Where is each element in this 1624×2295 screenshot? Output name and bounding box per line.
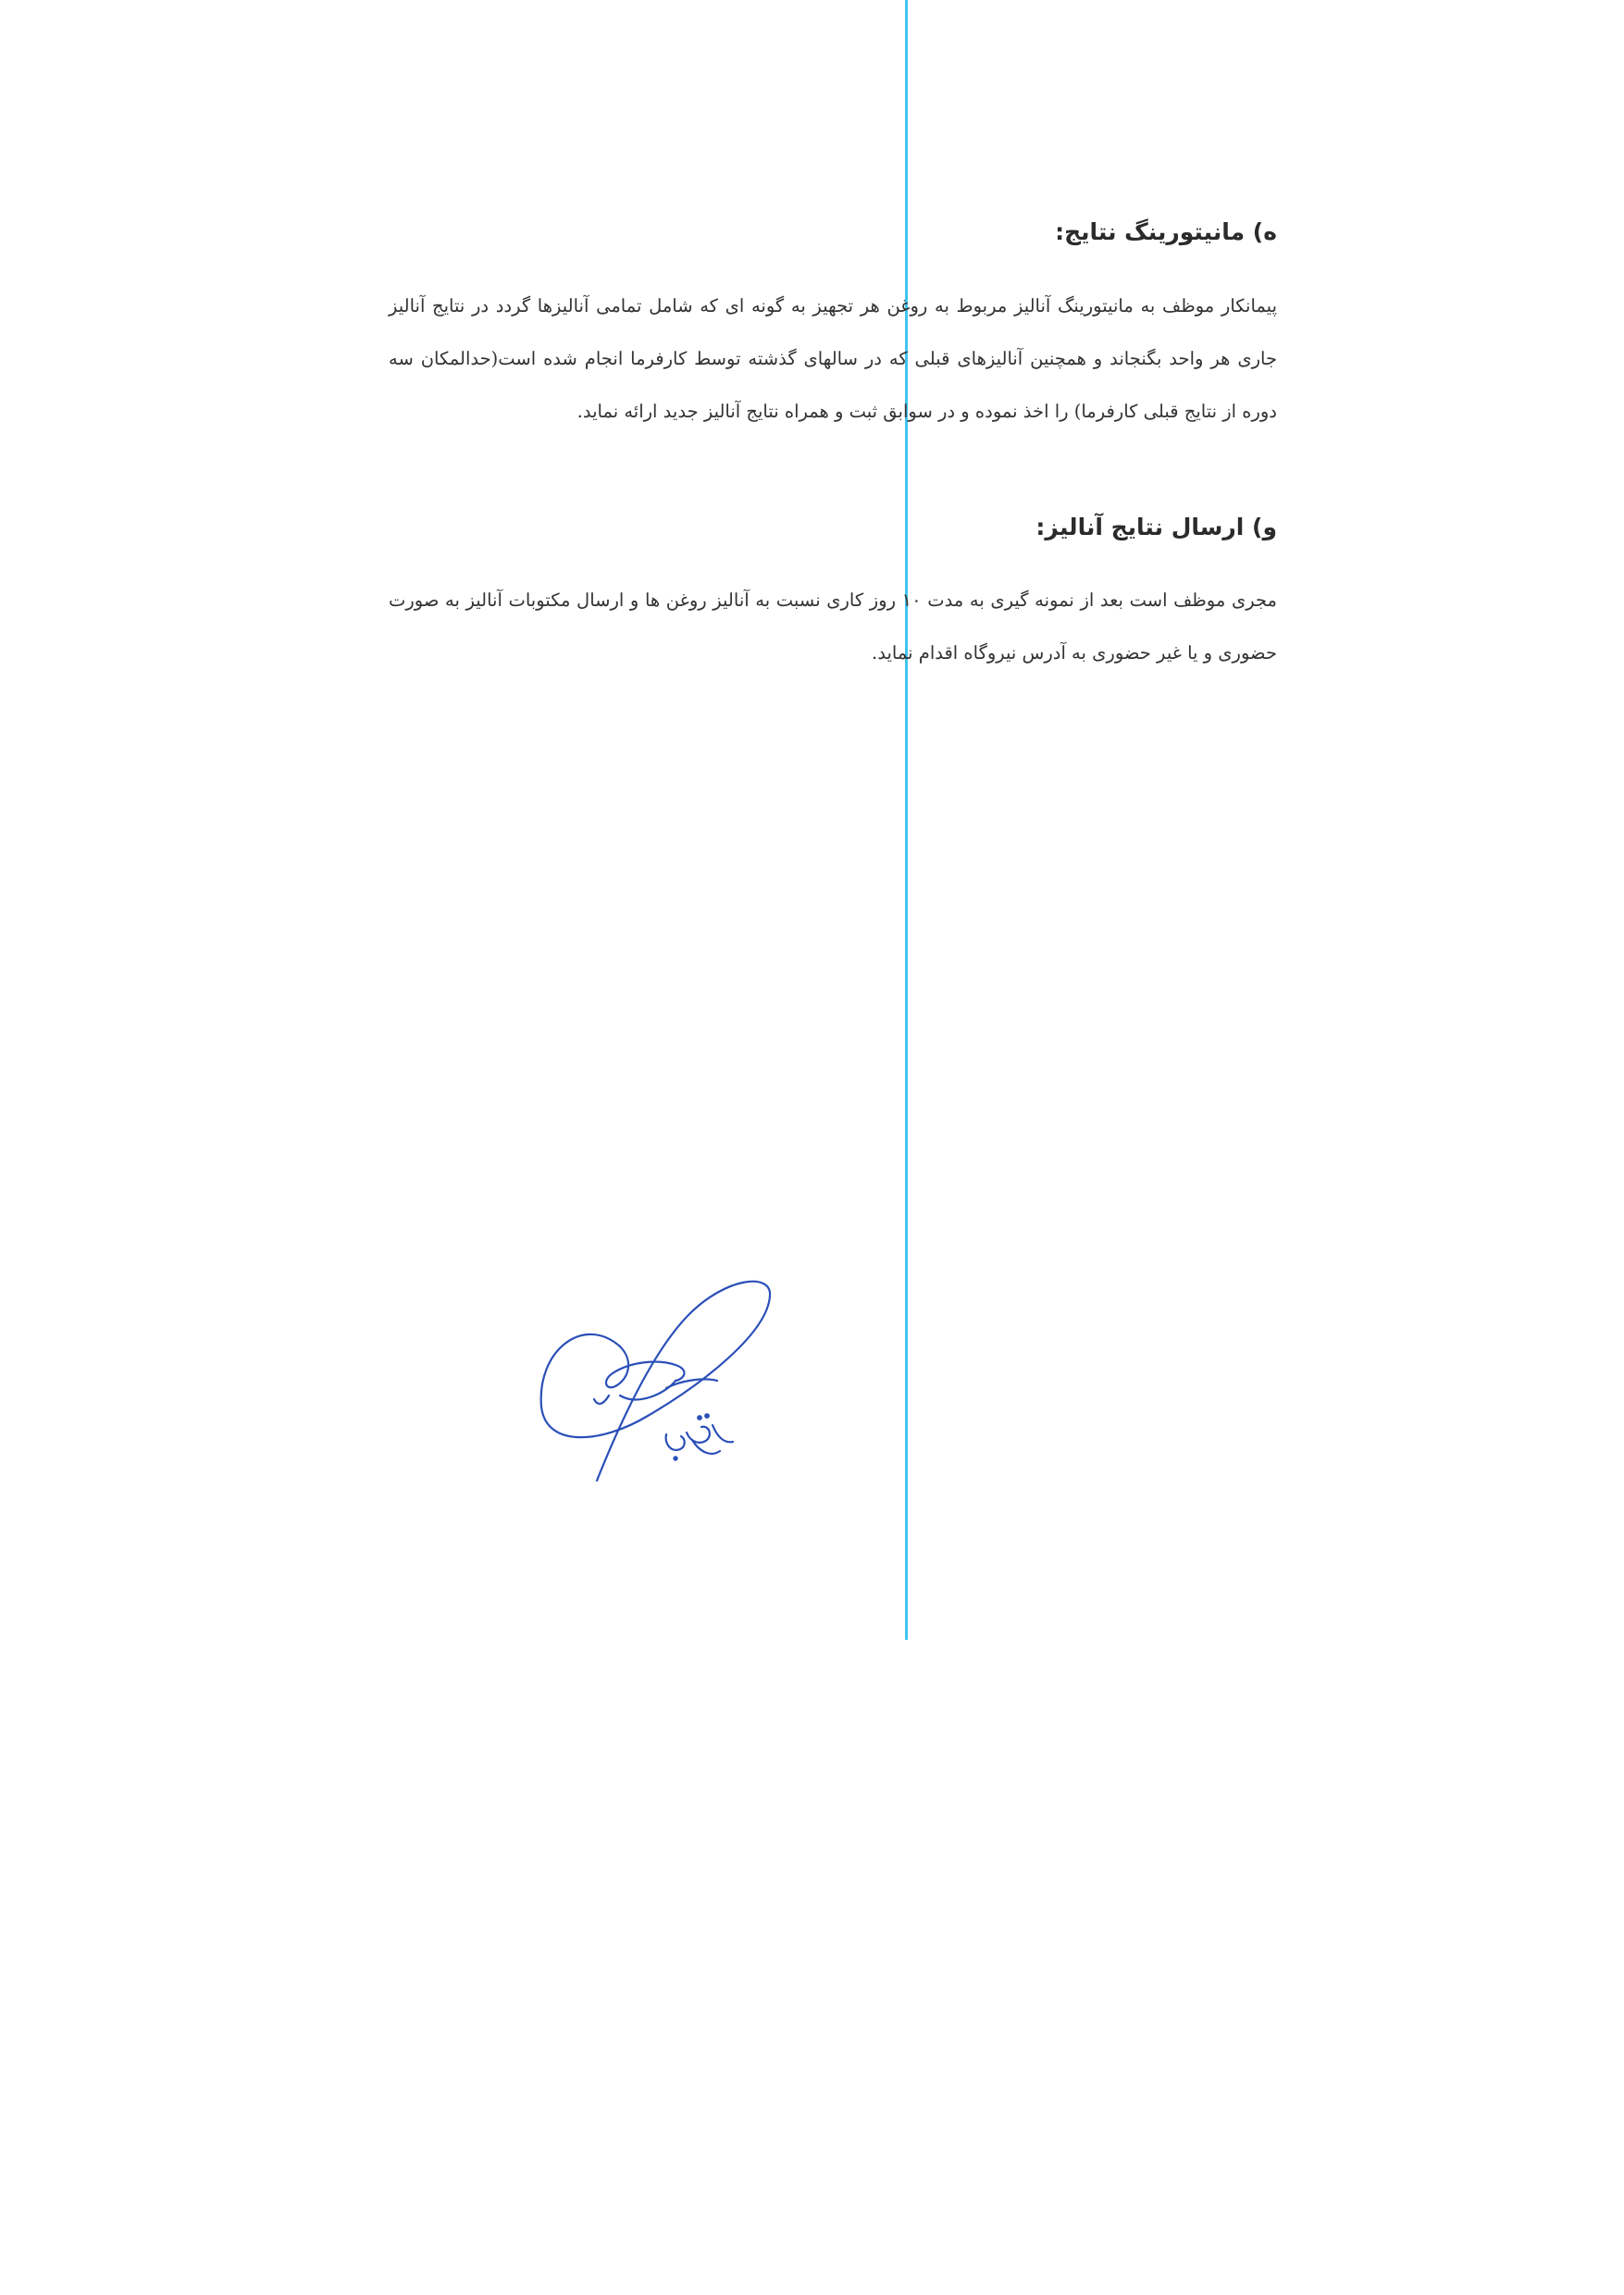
section-paragraph-monitoring: پیمانکار موظف به مانیتورینگ آنالیز مربوط به روغن هر تجهیز به گونه ای که شامل تمامی آنالیزها گردد در نتایج آنالیز جاری هر واحد بگنجاند و همچنین آنالیزهای قبلی که در سالهای گذشته توسط کارفرما انجام شده است(حدالمکان سه دوره از نتایج قبلی کارفرما) را اخذ نموده و در سوابق ثبت و همراه نتایج آنالیز جدید ارائه نماید. (389, 295, 1277, 422)
signature-image (527, 1277, 805, 1499)
scan-artifact-line (905, 0, 908, 1640)
section-heading-send-results: و) ارسال نتایج آنالیز: (1035, 514, 1277, 540)
section-heading-monitoring: ه) مانیتورینگ نتایج: (1055, 218, 1277, 245)
section-paragraph-send-results: مجری موظف است بعد از نمونه گیری به مدت ۱۰ روز کاری نسبت به آنالیز روغن ها و ارسال مکتوبات آنالیز به صورت حضوری و یا غیر حضوری به آدرس نیروگاه اقدام نماید. (389, 589, 1277, 664)
